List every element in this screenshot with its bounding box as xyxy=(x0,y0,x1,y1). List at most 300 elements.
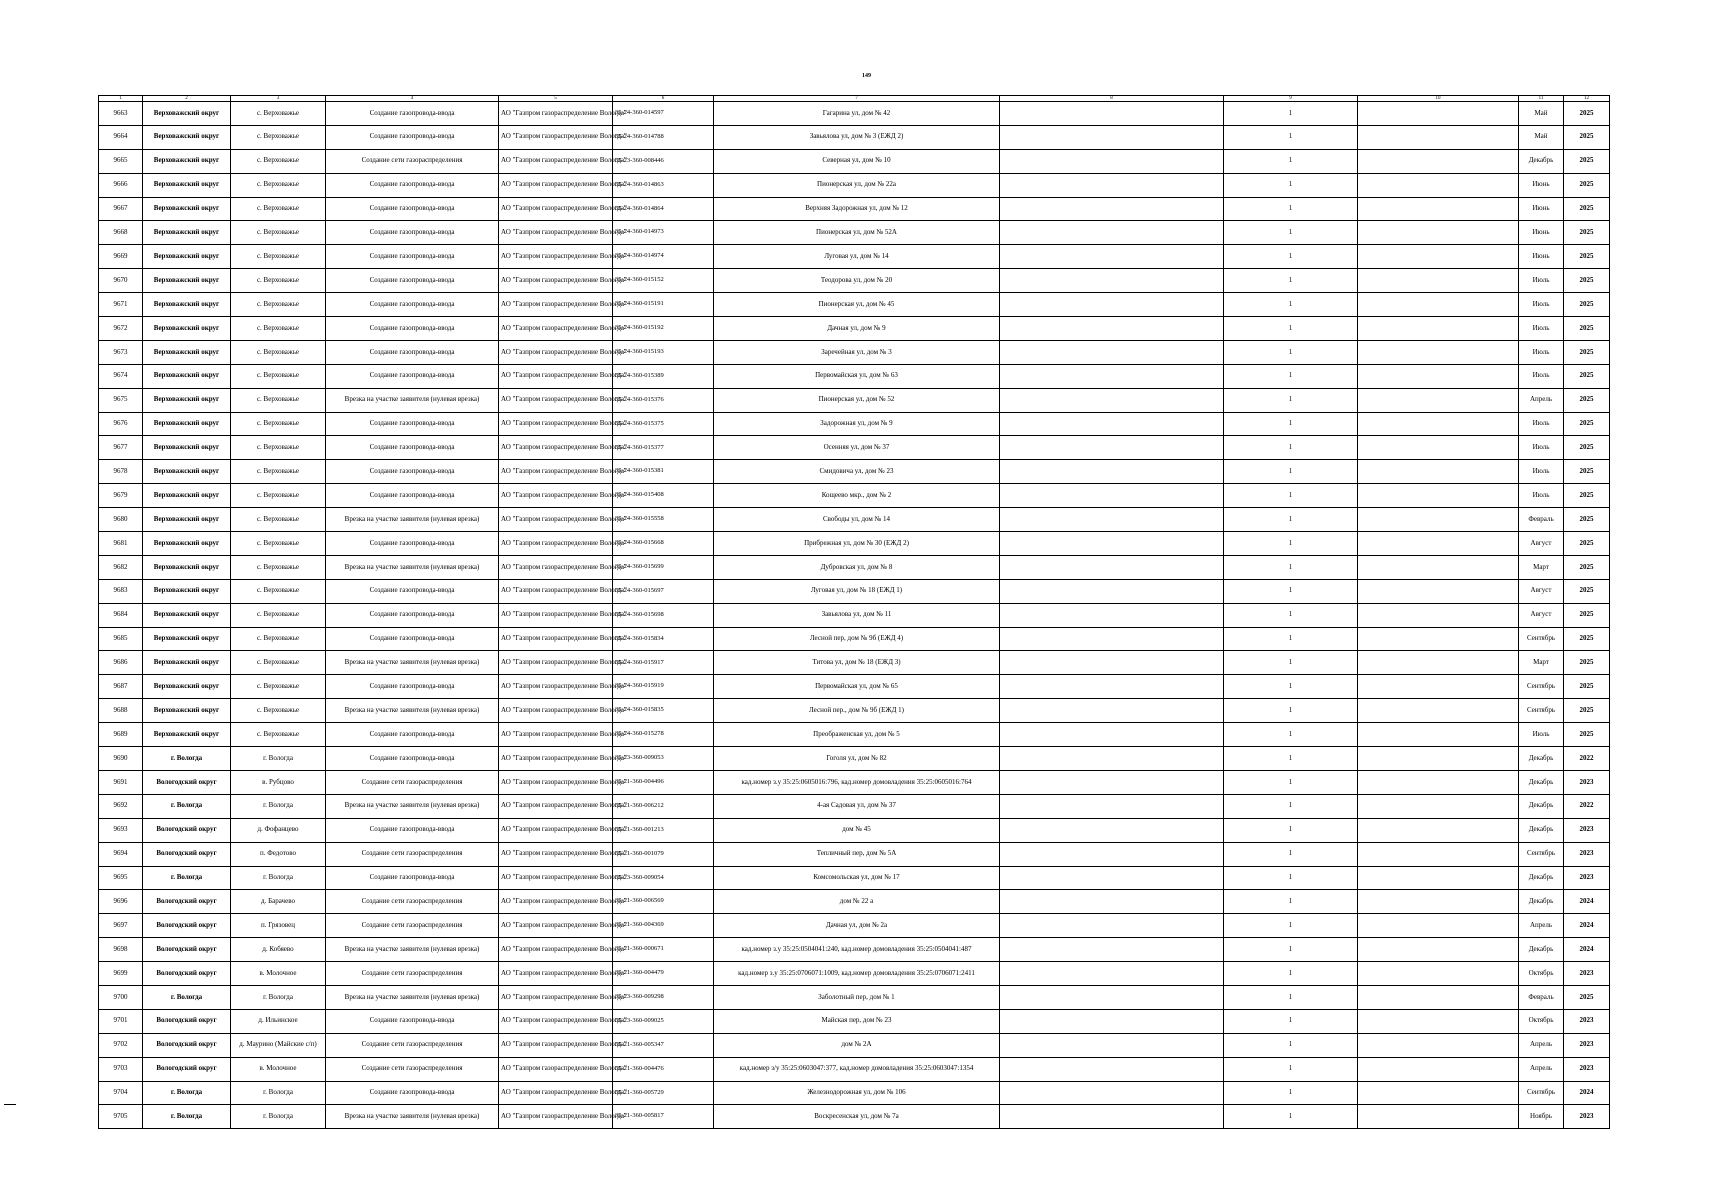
cell-column-8 xyxy=(1000,293,1224,317)
cell-application-number: 35-21-360-004476 xyxy=(613,1057,714,1081)
cell-district: Верховажский округ xyxy=(143,221,231,245)
cell-quantity: 1 xyxy=(1224,914,1358,938)
table-row xyxy=(99,985,1610,1009)
cell-settlement: д. Фофанцево xyxy=(231,818,326,842)
cell-column-8 xyxy=(1000,317,1224,341)
cell-settlement: с. Верховажье xyxy=(231,317,326,341)
cell-organization: АО "Газпром газораспределение Вологда" xyxy=(499,699,613,723)
cell-application-number: 35-23-360-009298 xyxy=(613,985,714,1009)
cell-work-type: Создание газопровода-ввода xyxy=(326,747,499,771)
cell-column-10 xyxy=(1358,770,1519,794)
cell-application-number: 35-24-360-014788 xyxy=(613,125,714,149)
cell-row-number: 9677 xyxy=(99,436,143,460)
cell-work-type: Создание газопровода-ввода xyxy=(326,317,499,341)
cell-month: Апрель xyxy=(1519,914,1564,938)
cell-address: Титова ул, дом № 18 (ЕЖД 3) xyxy=(714,651,1000,675)
cell-work-type: Создание газопровода-ввода xyxy=(326,102,499,126)
table-row xyxy=(99,436,1610,460)
cell-column-10 xyxy=(1358,102,1519,126)
cell-district: Вологодский округ xyxy=(143,1009,231,1033)
cell-quantity: 1 xyxy=(1224,627,1358,651)
cell-column-8 xyxy=(1000,197,1224,221)
cell-quantity: 1 xyxy=(1224,747,1358,771)
cell-work-type: Создание газопровода-ввода xyxy=(326,340,499,364)
cell-district: Верховажский округ xyxy=(143,603,231,627)
cell-column-8 xyxy=(1000,388,1224,412)
cell-organization: АО "Газпром газораспределение Вологда" xyxy=(499,364,613,388)
cell-row-number: 9691 xyxy=(99,770,143,794)
cell-work-type: Создание газопровода-ввода xyxy=(326,364,499,388)
cell-address: Пионерская ул, дом № 22а xyxy=(714,173,1000,197)
cell-year: 2025 xyxy=(1564,388,1610,412)
cell-column-8 xyxy=(1000,269,1224,293)
cell-quantity: 1 xyxy=(1224,1081,1358,1105)
cell-district: Вологодский округ xyxy=(143,1057,231,1081)
cell-work-type: Создание газопровода-ввода xyxy=(326,866,499,890)
cell-row-number: 9692 xyxy=(99,794,143,818)
cell-column-8 xyxy=(1000,818,1224,842)
cell-application-number: 35-24-360-015835 xyxy=(613,699,714,723)
cell-organization: АО "Газпром газораспределение Вологда" xyxy=(499,675,613,699)
cell-row-number: 9694 xyxy=(99,842,143,866)
cell-quantity: 1 xyxy=(1224,555,1358,579)
cell-column-8 xyxy=(1000,436,1224,460)
cell-organization: АО "Газпром газораспределение Вологда" xyxy=(499,985,613,1009)
cell-application-number: 35-24-360-015558 xyxy=(613,508,714,532)
cell-quantity: 1 xyxy=(1224,484,1358,508)
cell-address: Лесной пер., дом № 9б (ЕЖД 1) xyxy=(714,699,1000,723)
cell-quantity: 1 xyxy=(1224,364,1358,388)
cell-quantity: 1 xyxy=(1224,770,1358,794)
cell-month: Сентябрь xyxy=(1519,675,1564,699)
cell-column-8 xyxy=(1000,508,1224,532)
cell-column-10 xyxy=(1358,269,1519,293)
cell-column-8 xyxy=(1000,221,1224,245)
table-row xyxy=(99,269,1610,293)
cell-year: 2024 xyxy=(1564,938,1610,962)
cell-column-8 xyxy=(1000,1057,1224,1081)
table-row xyxy=(99,866,1610,890)
cell-organization: АО "Газпром газораспределение Вологда" xyxy=(499,723,613,747)
cell-work-type: Врезка на участке заявителя (нулевая врезка) xyxy=(326,938,499,962)
cell-year: 2023 xyxy=(1564,1033,1610,1057)
table-row xyxy=(99,675,1610,699)
cell-application-number: 35-24-360-015408 xyxy=(613,484,714,508)
cell-quantity: 1 xyxy=(1224,436,1358,460)
table-row xyxy=(99,149,1610,173)
cell-year: 2025 xyxy=(1564,340,1610,364)
cell-column-10 xyxy=(1358,962,1519,986)
cell-work-type: Создание сети газораспределения xyxy=(326,890,499,914)
cell-organization: АО "Газпром газораспределение Вологда" xyxy=(499,962,613,986)
cell-quantity: 1 xyxy=(1224,508,1358,532)
cell-year: 2025 xyxy=(1564,484,1610,508)
cell-quantity: 1 xyxy=(1224,985,1358,1009)
cell-month: Июль xyxy=(1519,293,1564,317)
cell-column-8 xyxy=(1000,579,1224,603)
column-header-11: 11 xyxy=(1519,96,1564,102)
cell-application-number: 35-23-360-009054 xyxy=(613,866,714,890)
cell-column-10 xyxy=(1358,149,1519,173)
cell-column-10 xyxy=(1358,747,1519,771)
cell-column-8 xyxy=(1000,842,1224,866)
cell-organization: АО "Газпром газораспределение Вологда" xyxy=(499,532,613,556)
cell-address: Дубровская ул, дом № 8 xyxy=(714,555,1000,579)
table-row xyxy=(99,723,1610,747)
cell-address: Лесной пер, дом № 9б (ЕЖД 4) xyxy=(714,627,1000,651)
cell-year: 2023 xyxy=(1564,866,1610,890)
cell-row-number: 9672 xyxy=(99,317,143,341)
cell-address: Дачная ул, дом № 2а xyxy=(714,914,1000,938)
document-table xyxy=(98,95,1610,1129)
cell-row-number: 9671 xyxy=(99,293,143,317)
cell-year: 2025 xyxy=(1564,579,1610,603)
cell-application-number: 35-24-360-014597 xyxy=(613,102,714,126)
cell-quantity: 1 xyxy=(1224,1105,1358,1129)
cell-year: 2025 xyxy=(1564,627,1610,651)
cell-organization: АО "Газпром газораспределение Вологда" xyxy=(499,484,613,508)
cell-column-10 xyxy=(1358,125,1519,149)
cell-year: 2025 xyxy=(1564,532,1610,556)
cell-work-type: Создание сети газораспределения xyxy=(326,914,499,938)
cell-column-8 xyxy=(1000,675,1224,699)
cell-settlement: г. Вологда xyxy=(231,866,326,890)
cell-column-8 xyxy=(1000,1081,1224,1105)
cell-column-10 xyxy=(1358,388,1519,412)
cell-organization: АО "Газпром газораспределение Вологда" xyxy=(499,818,613,842)
cell-application-number: 35-21-360-004496 xyxy=(613,770,714,794)
cell-column-8 xyxy=(1000,1105,1224,1129)
cell-row-number: 9674 xyxy=(99,364,143,388)
cell-address: 4-ая Садовая ул, дом № 37 xyxy=(714,794,1000,818)
cell-column-8 xyxy=(1000,1009,1224,1033)
cell-column-8 xyxy=(1000,484,1224,508)
table-row xyxy=(99,340,1610,364)
cell-column-8 xyxy=(1000,962,1224,986)
cell-month: Апрель xyxy=(1519,1057,1564,1081)
cell-row-number: 9705 xyxy=(99,1105,143,1129)
cell-month: Сентябрь xyxy=(1519,1081,1564,1105)
cell-year: 2025 xyxy=(1564,723,1610,747)
cell-row-number: 9681 xyxy=(99,532,143,556)
table-row xyxy=(99,1033,1610,1057)
cell-application-number: 35-21-360-005347 xyxy=(613,1033,714,1057)
cell-year: 2025 xyxy=(1564,364,1610,388)
cell-month: Июль xyxy=(1519,317,1564,341)
cell-month: Октябрь xyxy=(1519,1009,1564,1033)
cell-row-number: 9687 xyxy=(99,675,143,699)
cell-column-10 xyxy=(1358,340,1519,364)
cell-quantity: 1 xyxy=(1224,651,1358,675)
table-row xyxy=(99,794,1610,818)
cell-row-number: 9690 xyxy=(99,747,143,771)
cell-address: Пионерская ул, дом № 52А xyxy=(714,221,1000,245)
cell-organization: АО "Газпром газораспределение Вологда" xyxy=(499,508,613,532)
cell-work-type: Создание газопровода-ввода xyxy=(326,603,499,627)
cell-work-type: Врезка на участке заявителя (нулевая врезка) xyxy=(326,699,499,723)
cell-quantity: 1 xyxy=(1224,818,1358,842)
cell-application-number: 35-24-360-015919 xyxy=(613,675,714,699)
cell-work-type: Создание газопровода-ввода xyxy=(326,197,499,221)
cell-month: Июль xyxy=(1519,364,1564,388)
cell-work-type: Создание сети газораспределения xyxy=(326,962,499,986)
cell-settlement: д. Кобяево xyxy=(231,938,326,962)
cell-column-8 xyxy=(1000,340,1224,364)
cell-settlement: д. Маурино (Майские с/п) xyxy=(231,1033,326,1057)
column-header-2: 2 xyxy=(143,96,231,102)
cell-month: Июль xyxy=(1519,269,1564,293)
cell-settlement: с. Верховажье xyxy=(231,388,326,412)
cell-district: Верховажский округ xyxy=(143,555,231,579)
cell-settlement: в. Рубцово xyxy=(231,770,326,794)
cell-year: 2024 xyxy=(1564,890,1610,914)
cell-organization: АО "Газпром газораспределение Вологда" xyxy=(499,651,613,675)
cell-year: 2023 xyxy=(1564,962,1610,986)
table-row xyxy=(99,293,1610,317)
cell-organization: АО "Газпром газораспределение Вологда" xyxy=(499,1033,613,1057)
cell-year: 2025 xyxy=(1564,985,1610,1009)
cell-column-10 xyxy=(1358,914,1519,938)
cell-settlement: с. Верховажье xyxy=(231,125,326,149)
cell-year: 2025 xyxy=(1564,460,1610,484)
cell-row-number: 9684 xyxy=(99,603,143,627)
cell-column-8 xyxy=(1000,364,1224,388)
cell-column-8 xyxy=(1000,985,1224,1009)
cell-row-number: 9682 xyxy=(99,555,143,579)
cell-organization: АО "Газпром газораспределение Вологда" xyxy=(499,914,613,938)
cell-row-number: 9699 xyxy=(99,962,143,986)
cell-settlement: п. Федотово xyxy=(231,842,326,866)
cell-application-number: 35-24-360-015193 xyxy=(613,340,714,364)
cell-application-number: 35-24-360-015699 xyxy=(613,555,714,579)
table-row xyxy=(99,555,1610,579)
cell-application-number: 35-24-360-015152 xyxy=(613,269,714,293)
cell-settlement: д. Ильинское xyxy=(231,1009,326,1033)
cell-settlement: г. Вологда xyxy=(231,985,326,1009)
cell-quantity: 1 xyxy=(1224,340,1358,364)
cell-quantity: 1 xyxy=(1224,675,1358,699)
cell-column-10 xyxy=(1358,1009,1519,1033)
cell-district: Верховажский округ xyxy=(143,484,231,508)
cell-quantity: 1 xyxy=(1224,723,1358,747)
cell-column-8 xyxy=(1000,938,1224,962)
cell-settlement: с. Верховажье xyxy=(231,197,326,221)
cell-work-type: Создание газопровода-ввода xyxy=(326,293,499,317)
cell-row-number: 9678 xyxy=(99,460,143,484)
cell-organization: АО "Газпром газораспределение Вологда" xyxy=(499,603,613,627)
cell-application-number: 35-24-360-015698 xyxy=(613,603,714,627)
cell-organization: АО "Газпром газораспределение Вологда" xyxy=(499,412,613,436)
cell-settlement: с. Верховажье xyxy=(231,269,326,293)
cell-application-number: 35-24-360-015192 xyxy=(613,317,714,341)
cell-work-type: Создание сети газораспределения xyxy=(326,149,499,173)
cell-address: Воскресенская ул, дом № 7а xyxy=(714,1105,1000,1129)
cell-work-type: Создание газопровода-ввода xyxy=(326,436,499,460)
cell-settlement: в. Молочное xyxy=(231,962,326,986)
cell-year: 2025 xyxy=(1564,651,1610,675)
cell-month: Июнь xyxy=(1519,173,1564,197)
cell-month: Апрель xyxy=(1519,388,1564,412)
table-row xyxy=(99,532,1610,556)
column-header-3: 3 xyxy=(231,96,326,102)
table-row xyxy=(99,484,1610,508)
cell-address: Прибрежная ул, дом № 30 (ЕЖД 2) xyxy=(714,532,1000,556)
cell-month: Декабрь xyxy=(1519,747,1564,771)
cell-organization: АО "Газпром газораспределение Вологда" xyxy=(499,269,613,293)
cell-settlement: с. Верховажье xyxy=(231,412,326,436)
cell-work-type: Создание газопровода-ввода xyxy=(326,221,499,245)
table-row xyxy=(99,1009,1610,1033)
cell-address: Кощеево мкр., дом № 2 xyxy=(714,484,1000,508)
cell-work-type: Создание газопровода-ввода xyxy=(326,460,499,484)
cell-row-number: 9689 xyxy=(99,723,143,747)
column-header-12: 12 xyxy=(1564,96,1610,102)
cell-district: Верховажский округ xyxy=(143,173,231,197)
cell-work-type: Создание сети газораспределения xyxy=(326,1033,499,1057)
cell-year: 2025 xyxy=(1564,603,1610,627)
cell-district: Верховажский округ xyxy=(143,699,231,723)
cell-work-type: Создание газопровода-ввода xyxy=(326,269,499,293)
cell-year: 2025 xyxy=(1564,699,1610,723)
table-row xyxy=(99,197,1610,221)
cell-work-type: Создание газопровода-ввода xyxy=(326,627,499,651)
table-row xyxy=(99,914,1610,938)
cell-quantity: 1 xyxy=(1224,1033,1358,1057)
cell-application-number: 35-21-360-006569 xyxy=(613,890,714,914)
column-header-1: 1 xyxy=(99,96,143,102)
cell-row-number: 9703 xyxy=(99,1057,143,1081)
cell-quantity: 1 xyxy=(1224,938,1358,962)
table-row xyxy=(99,245,1610,269)
cell-month: Декабрь xyxy=(1519,149,1564,173)
cell-district: Верховажский округ xyxy=(143,197,231,221)
table-row xyxy=(99,890,1610,914)
cell-column-10 xyxy=(1358,532,1519,556)
cell-year: 2025 xyxy=(1564,197,1610,221)
cell-quantity: 1 xyxy=(1224,460,1358,484)
cell-organization: АО "Газпром газораспределение Вологда" xyxy=(499,293,613,317)
cell-work-type: Создание газопровода-ввода xyxy=(326,484,499,508)
column-header-6: 6 xyxy=(613,96,714,102)
cell-work-type: Создание газопровода-ввода xyxy=(326,412,499,436)
cell-district: г. Вологда xyxy=(143,1081,231,1105)
cell-organization: АО "Газпром газораспределение Вологда" xyxy=(499,1105,613,1129)
cell-row-number: 9666 xyxy=(99,173,143,197)
cell-address: Гагарина ул, дом № 42 xyxy=(714,102,1000,126)
cell-organization: АО "Газпром газораспределение Вологда" xyxy=(499,1081,613,1105)
cell-column-10 xyxy=(1358,651,1519,675)
cell-district: г. Вологда xyxy=(143,794,231,818)
cell-district: Верховажский округ xyxy=(143,102,231,126)
cell-organization: АО "Газпром газораспределение Вологда" xyxy=(499,1057,613,1081)
cell-quantity: 1 xyxy=(1224,1057,1358,1081)
table-row xyxy=(99,364,1610,388)
cell-application-number: 35-24-360-014863 xyxy=(613,173,714,197)
table-row xyxy=(99,460,1610,484)
cell-column-10 xyxy=(1358,460,1519,484)
cell-settlement: с. Верховажье xyxy=(231,532,326,556)
cell-organization: АО "Газпром газораспределение Вологда" xyxy=(499,627,613,651)
cell-district: г. Вологда xyxy=(143,747,231,771)
cell-column-8 xyxy=(1000,460,1224,484)
cell-column-8 xyxy=(1000,173,1224,197)
cell-settlement: г. Вологда xyxy=(231,747,326,771)
cell-year: 2025 xyxy=(1564,317,1610,341)
cell-row-number: 9696 xyxy=(99,890,143,914)
cell-column-8 xyxy=(1000,723,1224,747)
cell-year: 2024 xyxy=(1564,914,1610,938)
cell-application-number: 35-23-360-008446 xyxy=(613,149,714,173)
cell-year: 2025 xyxy=(1564,149,1610,173)
cell-quantity: 1 xyxy=(1224,197,1358,221)
cell-row-number: 9679 xyxy=(99,484,143,508)
cell-organization: АО "Газпром газораспределение Вологда" xyxy=(499,245,613,269)
cell-column-10 xyxy=(1358,985,1519,1009)
cell-district: Вологодский округ xyxy=(143,1033,231,1057)
cell-year: 2023 xyxy=(1564,1105,1610,1129)
cell-year: 2025 xyxy=(1564,102,1610,126)
table-row xyxy=(99,603,1610,627)
cell-organization: АО "Газпром газораспределение Вологда" xyxy=(499,149,613,173)
cell-work-type: Создание газопровода-ввода xyxy=(326,245,499,269)
cell-month: Июнь xyxy=(1519,245,1564,269)
cell-settlement: д. Барачево xyxy=(231,890,326,914)
cell-settlement: с. Верховажье xyxy=(231,436,326,460)
cell-settlement: с. Верховажье xyxy=(231,555,326,579)
cell-application-number: 35-24-360-015917 xyxy=(613,651,714,675)
cell-work-type: Создание газопровода-ввода xyxy=(326,675,499,699)
cell-column-10 xyxy=(1358,675,1519,699)
cell-application-number: 35-21-360-004479 xyxy=(613,962,714,986)
cell-row-number: 9700 xyxy=(99,985,143,1009)
column-header-5: 5 xyxy=(499,96,613,102)
cell-month: Декабрь xyxy=(1519,818,1564,842)
cell-month: Апрель xyxy=(1519,1033,1564,1057)
cell-column-10 xyxy=(1358,412,1519,436)
cell-organization: АО "Газпром газораспределение Вологда" xyxy=(499,555,613,579)
cell-district: Верховажский округ xyxy=(143,532,231,556)
cell-application-number: 35-24-360-015377 xyxy=(613,436,714,460)
cell-settlement: с. Верховажье xyxy=(231,699,326,723)
cell-address: кад.номер з.у 35:25:0504041:240, кад.номер домовладения 35:25:0504041:487 xyxy=(714,938,1000,962)
cell-year: 2025 xyxy=(1564,269,1610,293)
table-row xyxy=(99,508,1610,532)
cell-address: Первомайская ул, дом № 65 xyxy=(714,675,1000,699)
cell-district: Верховажский округ xyxy=(143,125,231,149)
cell-address: дом № 2А xyxy=(714,1033,1000,1057)
cell-column-10 xyxy=(1358,627,1519,651)
cell-district: Верховажский округ xyxy=(143,412,231,436)
cell-address: Железнодорожная ул, дом № 106 xyxy=(714,1081,1000,1105)
margin-mark xyxy=(4,1104,16,1105)
cell-application-number: 35-21-360-005817 xyxy=(613,1105,714,1129)
cell-column-8 xyxy=(1000,914,1224,938)
cell-quantity: 1 xyxy=(1224,842,1358,866)
cell-row-number: 9685 xyxy=(99,627,143,651)
table-row xyxy=(99,317,1610,341)
table-row xyxy=(99,102,1610,126)
cell-address: Пионерская ул, дом № 45 xyxy=(714,293,1000,317)
cell-address: Свободы ул, дом № 14 xyxy=(714,508,1000,532)
cell-settlement: с. Верховажье xyxy=(231,149,326,173)
cell-organization: АО "Газпром газораспределение Вологда" xyxy=(499,842,613,866)
table-row xyxy=(99,1057,1610,1081)
cell-quantity: 1 xyxy=(1224,579,1358,603)
cell-quantity: 1 xyxy=(1224,102,1358,126)
cell-address: Преображенская ул, дом № 5 xyxy=(714,723,1000,747)
cell-work-type: Врезка на участке заявителя (нулевая врезка) xyxy=(326,555,499,579)
cell-settlement: с. Верховажье xyxy=(231,484,326,508)
